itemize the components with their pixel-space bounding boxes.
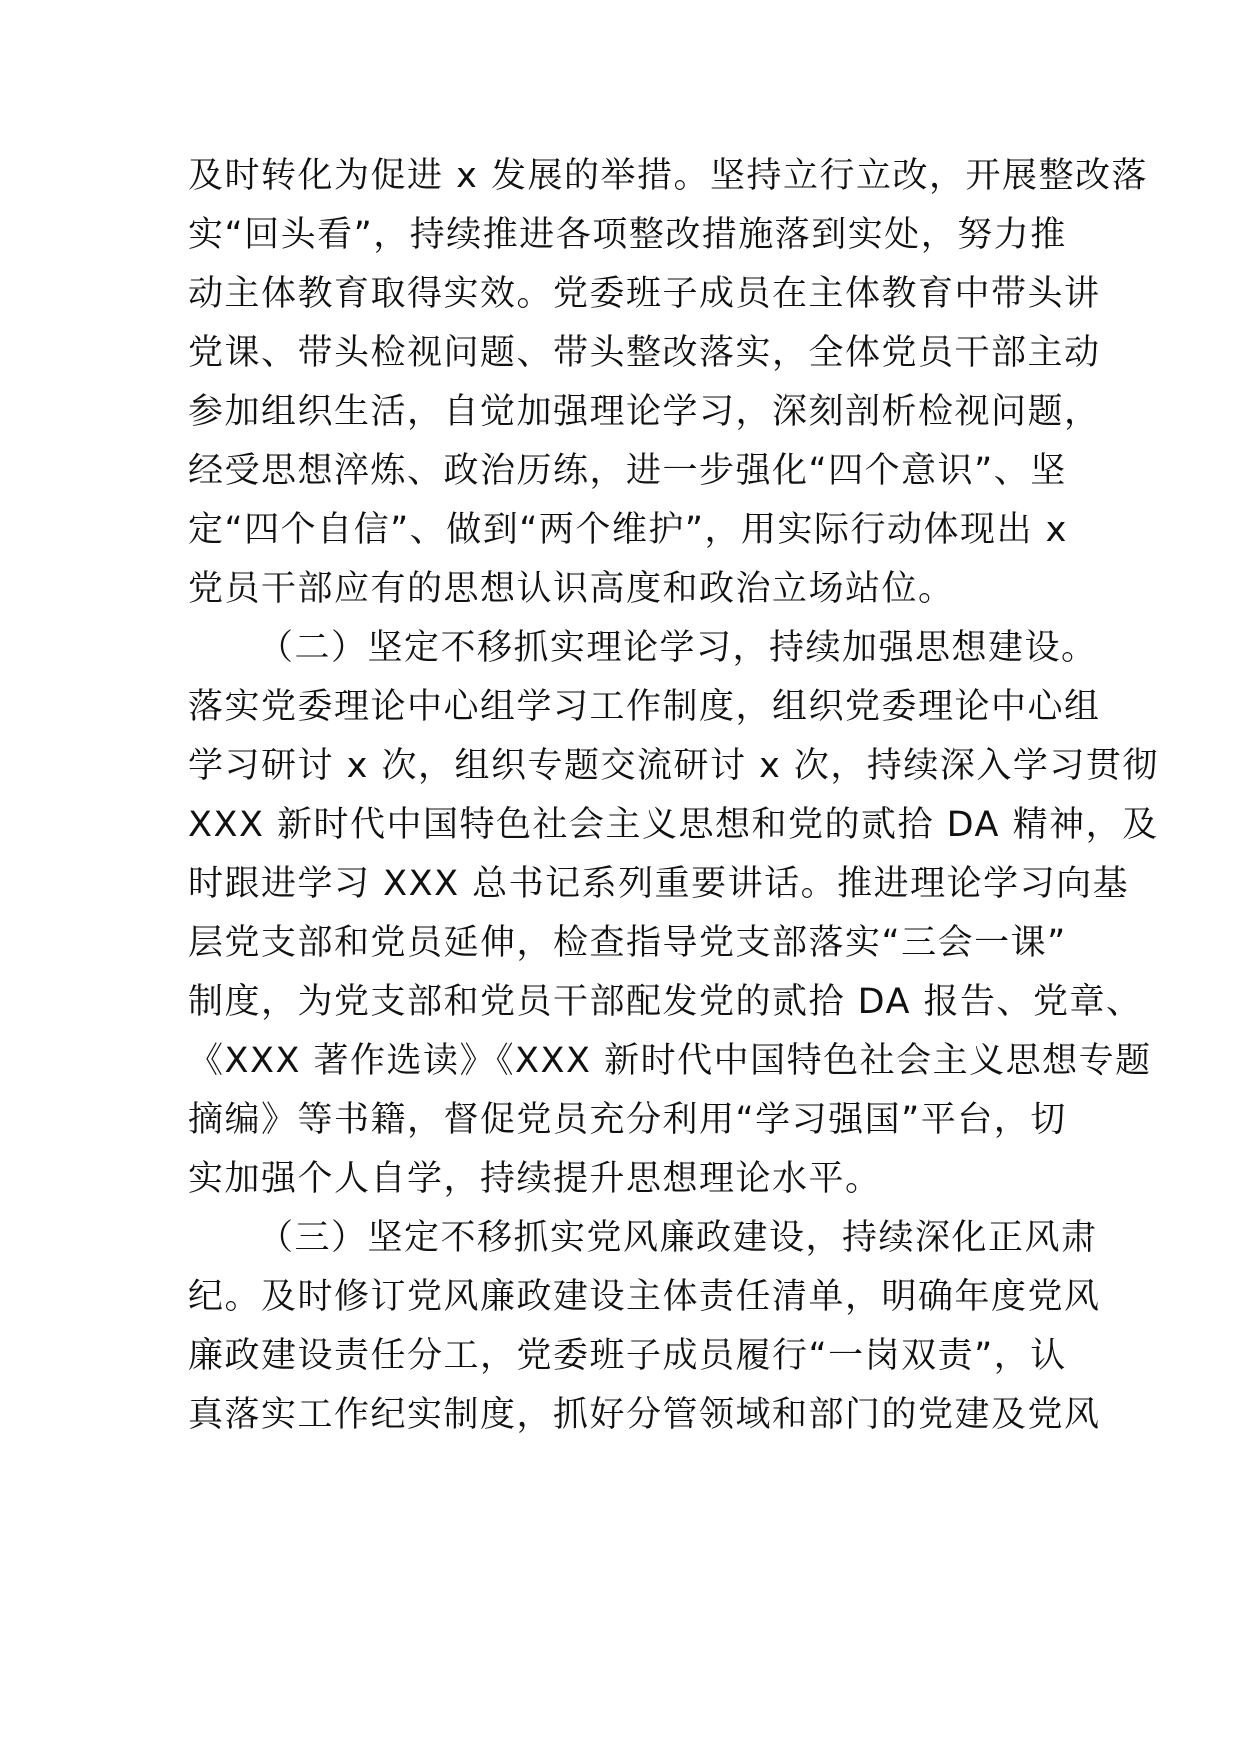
text-line: 党员干部应有的思想认识高度和政治立场站位。 xyxy=(188,569,955,609)
text-line: 落实党委理论中心组学习工作制度，组织党委理论中心组 xyxy=(188,687,1101,727)
text-line: 定“四个自信”、做到“两个维护”，用实际行动体现出 x xyxy=(188,510,1068,550)
text-line: 时跟进学习 XXX 总书记系列重要讲话。推进理论学习向基 xyxy=(188,864,1130,904)
text-line: 动主体教育取得实效。党委班子成员在主体教育中带头讲 xyxy=(188,274,1101,314)
text-line: 及时转化为促进 x 发展的举措。坚持立行立改，开展整改落 xyxy=(188,156,1148,196)
text-line: 学习研讨 x 次，组织专题交流研讨 x 次，持续深入学习贯彻 xyxy=(188,746,1159,786)
text-line: 实加强个人自学，持续提升思想理论水平。 xyxy=(188,1159,882,1199)
section-heading: （二）坚定不移抓实理论学习，持续加强思想建设。 xyxy=(258,628,1098,668)
text-line: 参加组织生活，自觉加强理论学习，深刻剖析检视问题， xyxy=(188,392,1101,432)
text-line: 廉政建设责任分工，党委班子成员履行“一岗双责”，认 xyxy=(188,1336,1067,1376)
text-line: 经受思想淬炼、政治历练，进一步强化“四个意识”、坚 xyxy=(188,451,1067,491)
text-line: XXX 新时代中国特色社会主义思想和党的贰拾 DA 精神，及 xyxy=(188,805,1159,845)
text-line: 实“回头看”，持续推进各项整改措施落到实处，努力推 xyxy=(188,215,1067,255)
text-line: 党课、带头检视问题、带头整改落实，全体党员干部主动 xyxy=(188,333,1101,373)
text-line: 摘编》等书籍，督促党员充分利用“学习强国”平台，切 xyxy=(188,1100,1067,1140)
text-line: 真落实工作纪实制度，抓好分管领域和部门的党建及党风 xyxy=(188,1395,1101,1435)
text-line: 《XXX 著作选读》《XXX 新时代中国特色社会主义思想专题 xyxy=(188,1041,1152,1081)
text-line: 层党支部和党员延伸，检查指导党支部落实“三会一课” xyxy=(188,923,1067,963)
section-heading: （三）坚定不移抓实党风廉政建设，持续深化正风肃 xyxy=(258,1218,1098,1258)
text-line: 制度，为党支部和党员干部配发党的贰拾 DA 报告、党章、 xyxy=(188,982,1143,1022)
text-line: 纪。及时修订党风廉政建设主体责任清单，明确年度党风 xyxy=(188,1277,1101,1317)
